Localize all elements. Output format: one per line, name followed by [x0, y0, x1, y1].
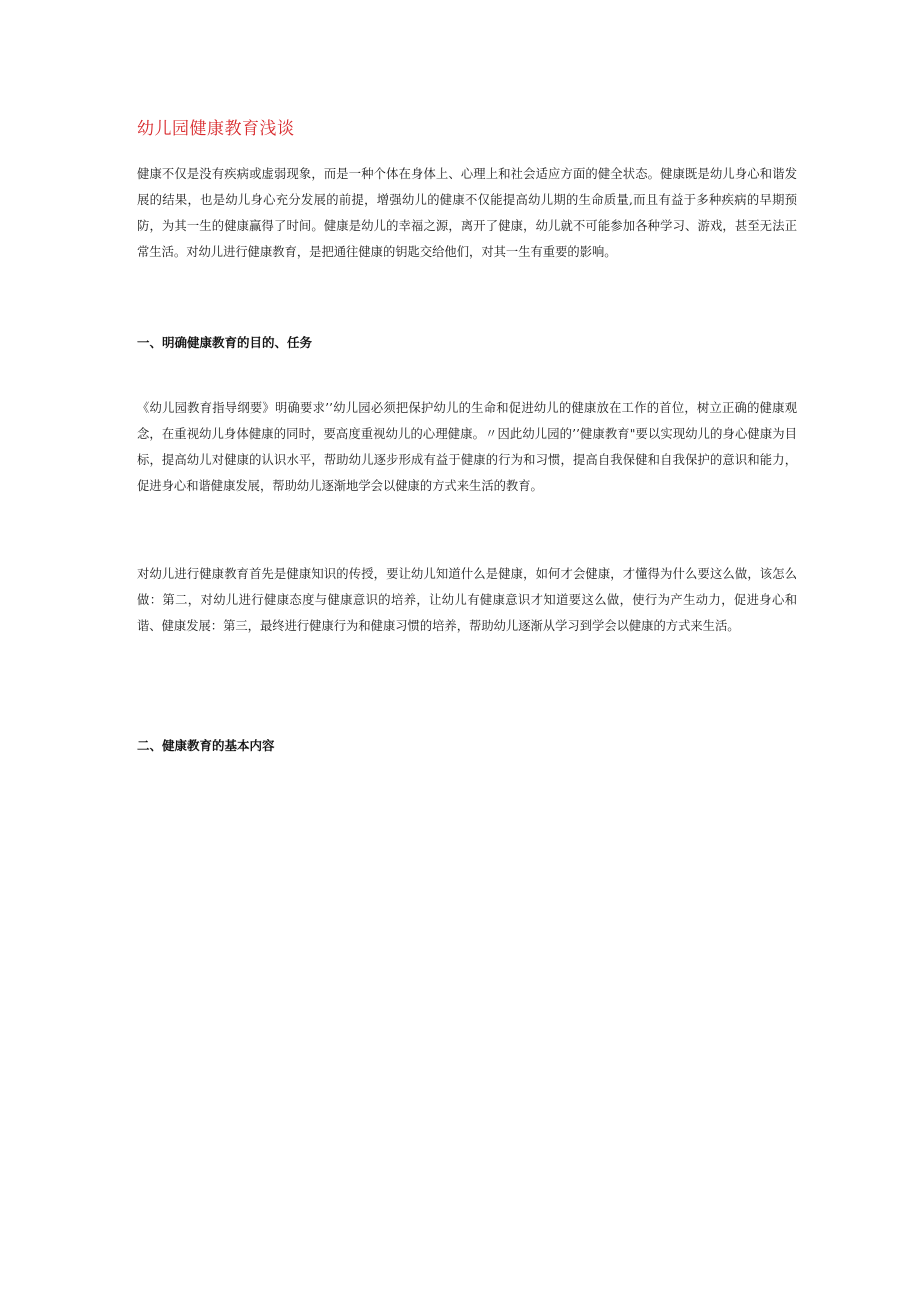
- document-title: 幼儿园健康教育浅谈: [137, 119, 295, 139]
- intro-paragraph: 健康不仅是没有疾病或虚弱现象，而是一种个体在身体上、心理上和社会适应方面的健全状态。健康既是幼儿身心和谐发展的结果，也是幼儿身心充分发展的前提，增强幼儿的健康不仅能提高幼儿期的生命质量,而且有益于多种疾病的早期预防，为其一生的健康赢得了时间。健康是幼儿的幸福之源，离开了健康，幼儿就不可能参加各种学习、游戏，甚至无法正常生活。对幼儿进行健康教育，是把通往健康的钥匙交给他们，对其一生有重要的影响。: [137, 167, 797, 259]
- section-heading-content: 二、健康教育的基本内容: [137, 738, 275, 753]
- section-heading-objectives: 一、明确健康教育的目的、任务: [137, 335, 313, 350]
- objectives-paragraph: 《幼儿园教育指导纲要》明确要求’’幼儿园必须把保护幼儿的生命和促进幼儿的健康放在工作的首位，树立正确的健康观念，在重视幼儿身体健康的同时，要高度重视幼儿的心理健康。〃因此幼儿园的’’健康教育"要以实现幼儿的身心健康为目标，提高幼儿对健康的认识水平，帮助幼儿逐步形成有益于健康的行为和习惯，提高自我保健和自我保护的意识和能力，促进身心和谐健康发展，帮助幼儿逐渐地学会以健康的方式来生活的教育。: [137, 401, 797, 493]
- tasks-paragraph: 对幼儿进行健康教育首先是健康知识的传授，要让幼儿知道什么是健康，如何才会健康，才懂得为什么要这么做，该怎么做：第二，对幼儿进行健康态度与健康意识的培养，让幼儿有健康意识才知道要这么做，使行为产生动力，促进身心和谐、健康发展：第三，最终进行健康行为和健康习惯的培养，帮助幼儿逐渐从学习到学会以健康的方式来生活。: [137, 567, 797, 633]
